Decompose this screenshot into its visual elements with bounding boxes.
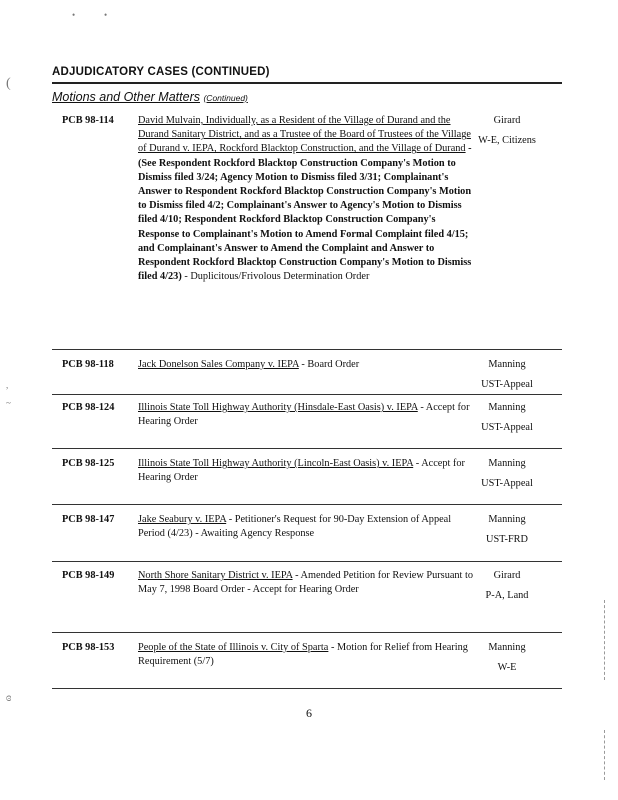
case-title: David Mulvain, Individually, as a Resident of the Village of Durand and the Durand Sanitary District, and as a Trustee of the Board of Trustees of the Village of Durand v. IEPA, Rockford Blacktop Construction, and the Village of Durand <box>138 115 471 155</box>
case-type: UST-Appeal <box>481 422 533 434</box>
case-meta <box>472 513 542 547</box>
case-action: - Petitioner's Request for 90-Day Extension of Appeal Period (4/23) - Awaiting Agency Response <box>138 514 452 540</box>
case-divider <box>52 394 562 395</box>
case-type: P-A, Land <box>485 590 529 602</box>
case-divider <box>52 688 562 689</box>
section-rule <box>52 82 562 84</box>
case-meta <box>472 457 542 491</box>
case-title: Jack Donelson Sales Company v. IEPA <box>138 359 299 370</box>
case-number: PCB 98-153 <box>62 642 115 653</box>
case-action: - Accept for Hearing Order <box>138 458 465 484</box>
case-description <box>138 457 478 485</box>
case-number: PCB 98-118 <box>62 359 114 370</box>
case-meta <box>472 114 542 148</box>
case-number: PCB 98-147 <box>62 514 115 525</box>
case-meta <box>472 401 542 435</box>
case-title: Illinois State Toll Highway Authority (Hinsdale-East Oasis) v. IEPA <box>138 402 418 413</box>
case-number: PCB 98-149 <box>62 570 115 581</box>
case-title: People of the State of Illinois v. City of Sparta <box>138 642 329 653</box>
case-action: - Duplicitous/Frivolous Determination Order <box>181 271 370 283</box>
case-number: PCB 98-114 <box>62 115 114 126</box>
case-action: - Board Order <box>298 359 360 370</box>
case-meta <box>472 358 542 392</box>
case-description <box>138 641 478 669</box>
case-action: - Amended Petition for Review Pursuant to May 7, 1998 Board Order - Accept for Hearing Order <box>138 570 474 596</box>
section-heading: ADJUDICATORY CASES (CONTINUED) <box>52 66 270 78</box>
case-type: UST-Appeal <box>481 379 533 391</box>
scan-speck: • <box>72 10 76 20</box>
case-description <box>138 358 478 372</box>
case-title: North Shore Sanitary District v. IEPA <box>138 570 293 581</box>
case-assignee: Manning <box>488 359 526 370</box>
subsection-title: Motions and Other Matters <box>52 90 200 104</box>
case-assignee: Manning <box>488 402 526 413</box>
case-type: W-E, Citizens <box>478 135 536 147</box>
case-number: PCB 98-125 <box>62 458 115 469</box>
scan-mark: ( <box>6 76 11 91</box>
page-number: 6 <box>306 706 312 720</box>
case-assignee: Manning <box>488 642 526 653</box>
scan-speck: ~ <box>6 398 11 408</box>
case-assignee: Manning <box>488 514 526 525</box>
case-assignee: Girard <box>493 115 521 126</box>
case-filings: - (See Respondent Rockford Blacktop Construction Company's Motion to Dismiss filed 3/24; Agency Motion to Dismiss filed 3/31; Complainant's Answer to Respondent Rockford Blacktop Construction Company's Motion to Dismiss filed 4/2; Complainant's Answer to Agency's Motion to Dismiss filed 4/10; Respondent Rockford Blacktop Construction Company's Response to Complainant's Motion to Amend Formal Complaint filed 4/15; and Complainant's Answer to Amend the Complaint and Answer to Respondent Rockford Blacktop Construction Company's Motion to Dismiss filed 4/23) <box>138 143 472 283</box>
scan-speck: , <box>6 380 9 390</box>
subsection-note: (Continued) <box>203 93 248 103</box>
case-title: Jake Seabury v. IEPA <box>138 514 227 525</box>
scan-edge-mark <box>604 600 605 680</box>
case-type: UST-FRD <box>486 534 528 546</box>
case-assignee: Girard <box>493 570 521 581</box>
case-action: - Accept for Hearing Order <box>138 402 470 428</box>
case-description <box>138 114 478 284</box>
case-divider <box>52 448 562 449</box>
case-type: W-E <box>497 662 517 674</box>
case-meta <box>472 641 542 675</box>
case-type: UST-Appeal <box>481 478 533 490</box>
case-description <box>138 569 478 597</box>
case-meta <box>472 569 542 603</box>
case-divider <box>52 632 562 633</box>
scan-speck: • <box>104 10 108 20</box>
subsection-heading <box>52 90 562 104</box>
case-divider <box>52 561 562 562</box>
case-number: PCB 98-124 <box>62 402 115 413</box>
case-action: - Motion for Relief from Hearing Requirement (5/7) <box>138 642 468 668</box>
case-description <box>138 401 478 429</box>
case-description <box>138 513 478 541</box>
case-title: Illinois State Toll Highway Authority (Lincoln-East Oasis) v. IEPA <box>138 458 414 469</box>
scan-edge-mark <box>604 730 605 780</box>
case-divider <box>52 504 562 505</box>
scan-mark: ɞ <box>6 690 12 704</box>
case-divider <box>52 349 562 350</box>
case-assignee: Manning <box>488 458 526 469</box>
